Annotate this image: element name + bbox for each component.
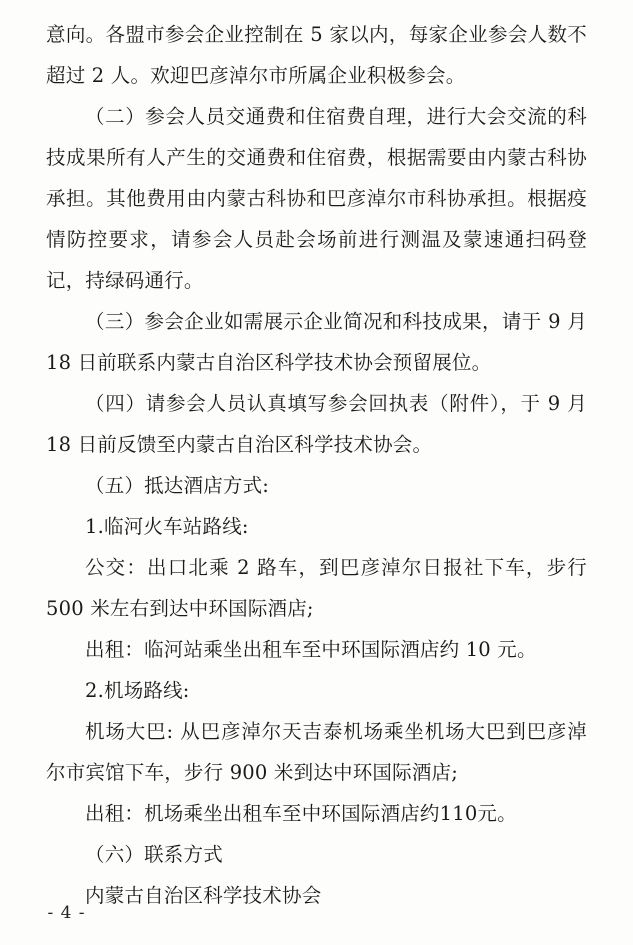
paragraph: （六）联系方式: [85, 843, 223, 866]
paragraph: 2.机场路线:: [85, 679, 190, 702]
paragraph: 公交：出口北乘 2 路车，到巴彦淖尔日报社下车，步行 500 米左右到达中环国际酒店;: [46, 556, 587, 620]
paragraph: 意向。各盟市参会企业控制在 5 家以内，每家企业参会人数不超过 2 人。欢迎巴彦淖尔市所属企业积极参会。: [46, 23, 587, 87]
page-number: [0, 903, 633, 923]
page-number-label: - 4 -: [47, 903, 86, 923]
paragraph: 内蒙古自治区科学技术协会: [85, 884, 322, 907]
paragraph: 机场大巴: 从巴彦淖尔天吉泰机场乘坐机场大巴到巴彦淖尔市宾馆下车，步行 900 米到达中环国际酒店;: [46, 720, 587, 784]
document-body: [46, 14, 587, 916]
paragraph: （二）参会人员交通费和住宿费自理，进行大会交流的科技成果所有人产生的交通费和住宿费，根据需要由内蒙古科协承担。其他费用由内蒙古科协和巴彦淖尔市科协承担。根据疫情防控要求，请参会人员赴会场前进行测温及蒙速通扫码登记，持绿码通行。: [46, 105, 587, 292]
paragraph: （四）请参会人员认真填写参会回执表（附件），于 9 月 18 日前反馈至内蒙古自治区科学技术协会。: [46, 392, 587, 456]
paragraph: （三）参会企业如需展示企业简况和科技成果，请于 9 月 18 日前联系内蒙古自治区科学技术协会预留展位。: [46, 310, 587, 374]
paragraph: 出租：机场乘坐出租车至中环国际酒店约110元。: [85, 802, 517, 825]
paragraph: （五）抵达酒店方式:: [85, 474, 270, 497]
paragraph: 1.临河火车站路线:: [85, 515, 249, 538]
paragraph: 出租：临河站乘坐出租车至中环国际酒店约 10 元。: [85, 638, 537, 661]
